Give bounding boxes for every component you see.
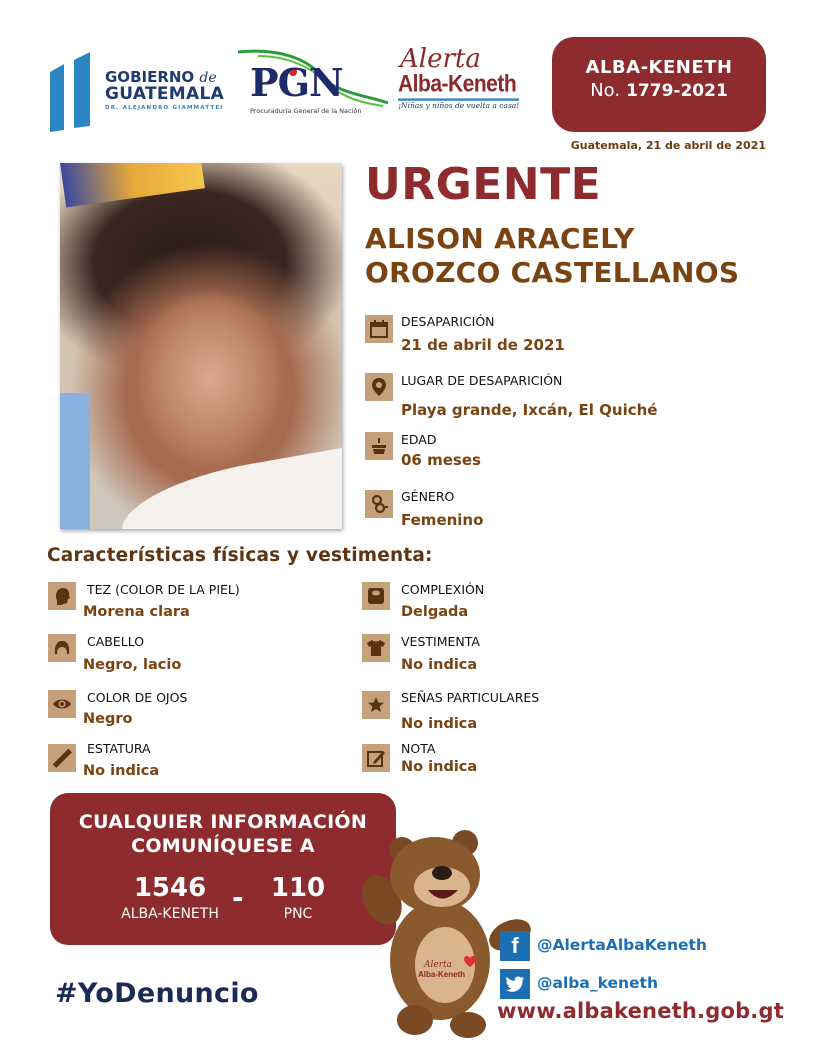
char-value-height: No indica <box>83 763 160 779</box>
gobierno-de: de <box>199 70 217 86</box>
case-no-label: No. <box>590 80 621 101</box>
shirt-icon <box>362 634 390 662</box>
detail-value-age: 06 meses <box>401 451 481 469</box>
contact-line2: COMUNÍQUESE A <box>131 835 315 857</box>
detail-label-disappearance: DESAPARICIÓN <box>401 314 495 329</box>
cake-icon <box>365 432 393 460</box>
char-label-skin: TEZ (COLOR DE LA PIEL) <box>87 582 240 597</box>
char-label-note: NOTA <box>401 741 436 756</box>
detail-value-location: Playa grande, Ixcán, El Quiché <box>401 401 658 419</box>
char-value-eyes: Negro <box>83 711 133 727</box>
char-label-clothing: VESTIMENTA <box>401 634 480 649</box>
case-number: 1779-2021 <box>626 81 728 101</box>
char-value-hair: Negro, lacio <box>83 657 182 673</box>
alerta-line2: Alba-Keneth <box>398 72 519 101</box>
twitter-handle[interactable]: @alba_keneth <box>537 974 658 992</box>
hashtag: #YoDenuncio <box>55 978 259 1009</box>
characteristics-title: Características físicas y vestimenta: <box>47 545 433 566</box>
star-icon <box>362 691 390 719</box>
facebook-icon[interactable]: f <box>500 931 530 961</box>
urgent-label: URGENTE <box>365 159 602 210</box>
missing-person-name <box>365 222 739 290</box>
phone-pnc-label: PNC <box>283 906 313 922</box>
alerta-line1: Alerta <box>400 44 481 74</box>
detail-value-disappearance: 21 de abril de 2021 <box>401 336 565 354</box>
case-title: ALBA-KENETH <box>585 57 733 78</box>
gobierno-logo <box>105 70 224 112</box>
phone-alba-keneth-label: ALBA-KENETH <box>121 906 219 922</box>
gobierno-line2: GUATEMALA <box>105 84 225 104</box>
name-line2: OROZCO CASTELLANOS <box>365 256 740 289</box>
pgn-logo: PGN <box>250 60 343 105</box>
detail-value-gender: Femenino <box>401 511 484 529</box>
location-pin-icon <box>365 373 393 401</box>
char-label-marks: SEÑAS PARTICULARES <box>401 690 540 705</box>
alerta-alba-keneth-logo <box>398 46 519 110</box>
facebook-handle[interactable]: @AlertaAlbaKeneth <box>537 936 707 954</box>
ruler-icon <box>48 744 76 772</box>
eye-icon <box>48 690 76 718</box>
missing-child-photo <box>60 163 342 529</box>
website-link[interactable]: www.albakeneth.gob.gt <box>497 999 784 1023</box>
char-value-skin: Morena clara <box>83 604 190 620</box>
char-label-hair: CABELLO <box>87 634 145 649</box>
char-value-clothing: No indica <box>401 657 478 673</box>
char-value-note: No indica <box>401 759 478 775</box>
calendar-icon <box>365 315 393 343</box>
alerta-tagline: ¡Niñas y niños de vuelta a casa! <box>398 101 520 110</box>
char-label-build: COMPLEXIÓN <box>401 582 485 597</box>
twitter-icon[interactable] <box>500 969 530 999</box>
detail-label-location: LUGAR DE DESAPARICIÓN <box>401 373 563 388</box>
detail-label-age: EDAD <box>401 432 437 447</box>
name-line1: ALISON ARACELY <box>365 222 635 255</box>
svg-text:Alba-Keneth: Alba-Keneth <box>418 970 466 979</box>
char-value-build: Delgada <box>401 604 469 620</box>
gobierno-logo-bars-icon <box>50 52 95 132</box>
pgn-subtitle: Procuraduría General de la Nación <box>250 107 362 115</box>
contact-line1: CUALQUIER INFORMACIÓN <box>78 811 368 833</box>
head-icon <box>48 582 76 610</box>
char-label-eyes: COLOR DE OJOS <box>87 690 188 705</box>
scale-icon <box>362 582 390 610</box>
contact-separator: - <box>232 881 244 914</box>
case-number-badge <box>552 37 766 132</box>
char-value-marks: No indica <box>401 716 478 732</box>
contact-info-box <box>50 793 396 945</box>
detail-label-gender: GÉNERO <box>401 489 455 504</box>
phone-alba-keneth[interactable]: 1546 <box>133 873 207 903</box>
gobierno-line1: GOBIERNO <box>105 68 195 86</box>
hair-icon <box>48 634 76 662</box>
bear-badge-text: Alerta <box>424 960 452 970</box>
gender-icon <box>365 490 393 518</box>
char-label-height: ESTATURA <box>87 741 151 756</box>
phone-pnc[interactable]: 110 <box>270 873 326 903</box>
publication-date: Guatemala, 21 de abril de 2021 <box>570 139 766 152</box>
gobierno-line3: DR. ALEJANDRO GIAMMATTEI <box>105 105 224 111</box>
note-icon <box>362 744 390 772</box>
